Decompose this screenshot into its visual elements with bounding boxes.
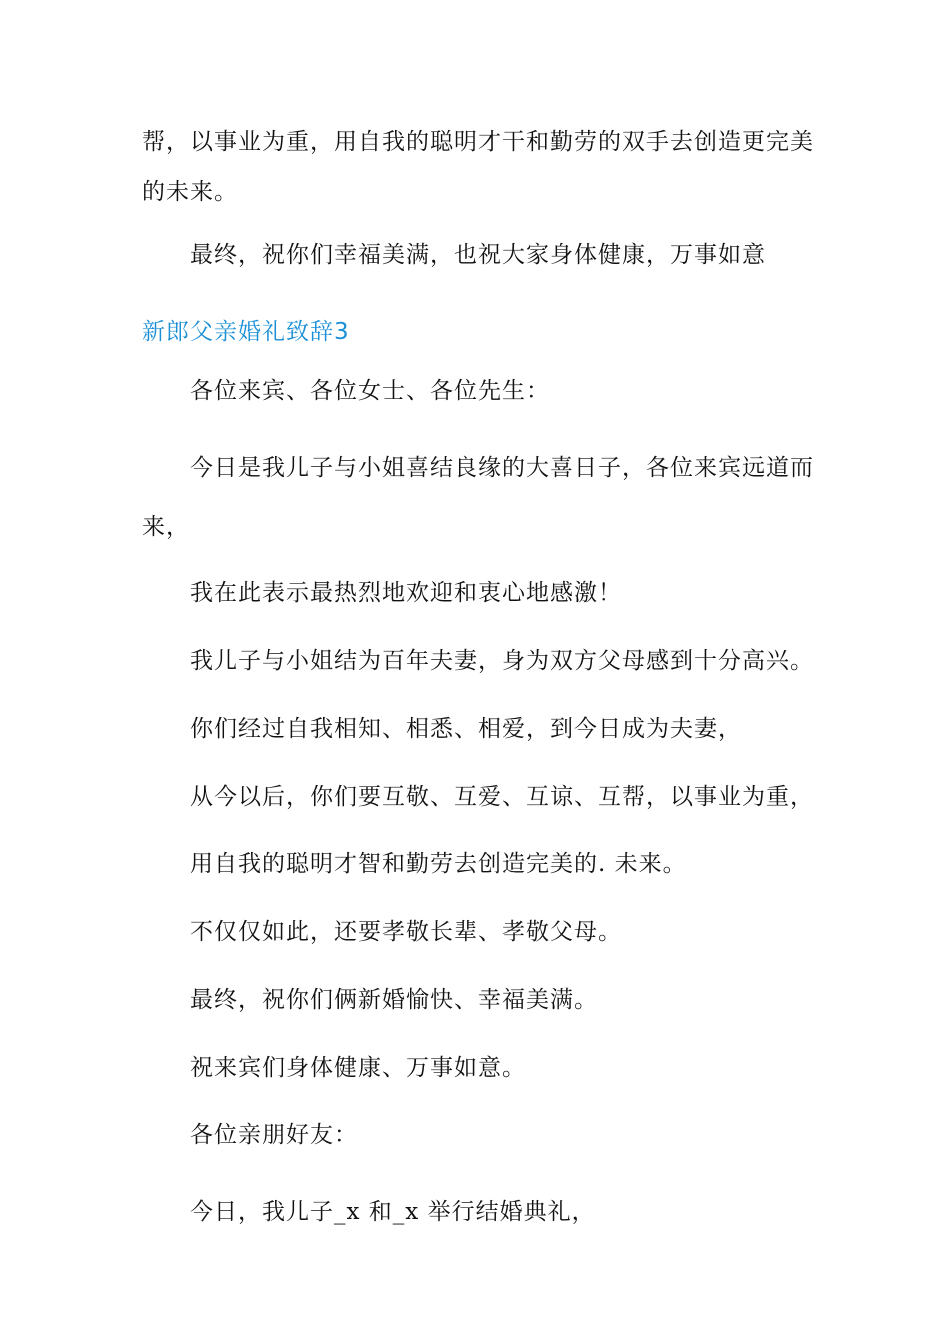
paragraph-line: 各位亲朋好友：: [190, 1122, 358, 1148]
paragraph-line: 用自我的聪明才智和勤劳去创造完美的. 未来。: [190, 851, 687, 877]
greeting-line: 各位来宾、各位女士、各位先生：: [190, 378, 550, 404]
paragraph-line: 祝来宾们身体健康、万事如意。: [190, 1055, 526, 1081]
paragraph-line: 我在此表示最热烈地欢迎和衷心地感激！: [190, 580, 622, 606]
paragraph-line: 的未来。: [142, 179, 238, 205]
paragraph-line: 从今以后，你们要互敬、互爱、互谅、互帮，以事业为重，: [190, 784, 814, 810]
paragraph-line: 帮，以事业为重，用自我的聪明才干和勤劳的双手去创造更完美: [142, 129, 814, 155]
paragraph-line: 最终，祝你们俩新婚愉快、幸福美满。: [190, 987, 598, 1013]
paragraph-line: 今日是我儿子与小姐喜结良缘的大喜日子，各位来宾远道而: [190, 455, 814, 481]
section-heading: 新郎父亲婚礼致辞3: [142, 319, 350, 345]
paragraph-line: 来，: [142, 514, 190, 540]
paragraph-line: 我儿子与小姐结为百年夫妻，身为双方父母感到十分高兴。: [190, 648, 814, 674]
paragraph-line: 今日，我儿子_x 和_x 举行结婚典礼，: [190, 1199, 596, 1225]
paragraph-line: 不仅仅如此，还要孝敬长辈、孝敬父母。: [190, 919, 622, 945]
paragraph-line: 你们经过自我相知、相悉、相爱，到今日成为夫妻，: [190, 716, 742, 742]
closing-wish: 最终，祝你们幸福美满，也祝大家身体健康，万事如意: [190, 242, 766, 268]
